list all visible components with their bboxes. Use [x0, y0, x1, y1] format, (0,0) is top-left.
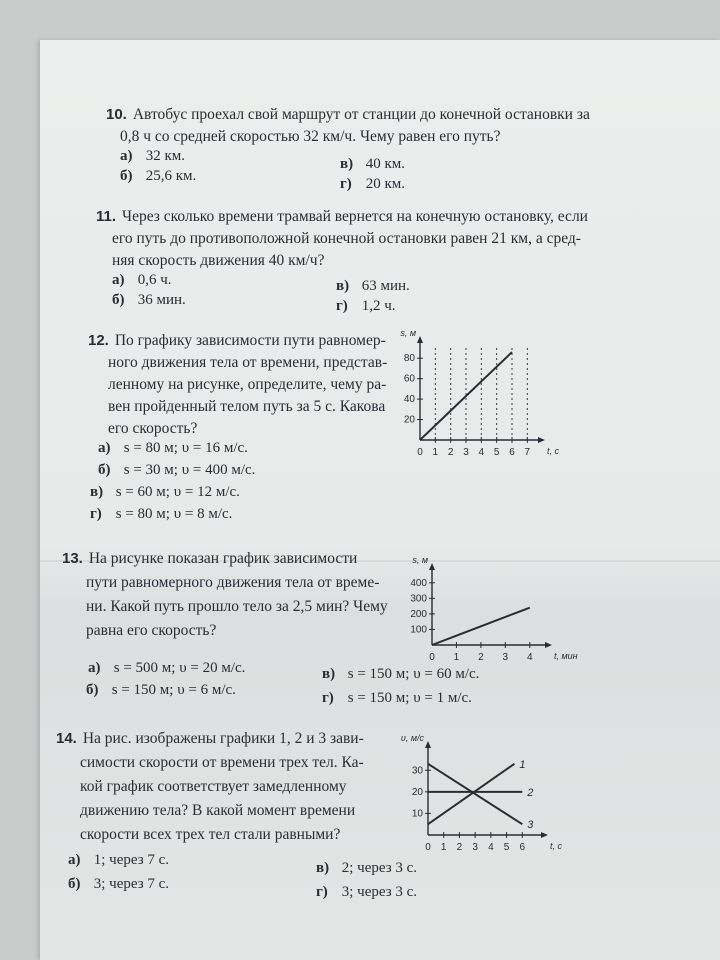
q13-number: 13. — [62, 550, 83, 567]
q12-chart-x-arrow — [538, 437, 545, 443]
q12-chart-x-tick-label: 4 — [478, 447, 485, 458]
q13-option-b[interactable] — [86, 682, 236, 699]
q10-option-v-letter: в) — [340, 156, 354, 172]
q13-option-g[interactable] — [322, 690, 472, 707]
q12-line-4: вен пройденный телом путь за 5 с. Какова — [108, 398, 386, 415]
q13-chart-y-tick-label: 300 — [410, 593, 427, 605]
q11-text-1: Через сколько времени трамвай вернется на конечную остановку, если — [122, 208, 588, 225]
q12-chart-x-tick-label: 5 — [493, 447, 500, 458]
q14-option-v[interactable] — [316, 860, 417, 877]
q14-line-3: кой график соответствует замедленному — [80, 778, 347, 795]
q12-chart-x-tick-label: 6 — [509, 447, 515, 458]
q13-option-g-text: s = 150 м; υ = 1 м/с. — [347, 690, 472, 706]
q14-line-5: скорости всех трех тел стали равными? — [80, 826, 341, 843]
q14-chart-x-tick-label: 6 — [519, 842, 526, 853]
q11-option-g-letter: г) — [336, 298, 348, 314]
q14-chart-y-axis-label: υ, м/с — [400, 733, 424, 743]
q12-option-g[interactable] — [90, 506, 232, 523]
q14-chart-series-label: 3 — [527, 819, 534, 832]
q14-chart-y-tick-label: 20 — [411, 786, 423, 798]
q14-chart-x-tick-label: 5 — [503, 842, 510, 853]
q14-option-a-letter: а) — [68, 852, 81, 868]
q10-text-1: Автобус проехал свой маршрут от станции до конечной остановки за — [132, 106, 590, 123]
q12-chart-y-tick-label: 40 — [403, 394, 415, 406]
q12-chart-x-tick-label: 3 — [463, 447, 469, 458]
q14-option-g-text: 3; через 3 с. — [341, 884, 418, 900]
q10-number: 10. — [106, 106, 127, 123]
q12-option-g-text: s = 80 м; υ = 8 м/с. — [115, 506, 233, 522]
q14-chart-x-arrow — [541, 832, 548, 838]
q14-option-v-text: 2; через 3 с. — [341, 860, 418, 876]
q12-chart-x-tick-label: 1 — [432, 447, 439, 458]
q13-chart-y-tick-label: 400 — [410, 577, 427, 589]
q12-line-3: ленному на рисунке, определите, чему ра- — [108, 376, 387, 393]
q14-chart-y-tick-label: 30 — [411, 765, 423, 777]
q12-line-1 — [88, 330, 386, 352]
q12-distance-time-graph — [390, 330, 560, 465]
q12-chart-y-tick-label: 20 — [403, 414, 415, 426]
q10-option-v[interactable] — [340, 156, 405, 173]
q14-chart-x-tick-label: 4 — [488, 842, 494, 853]
q14-chart-y-tick-label: 10 — [411, 808, 423, 820]
q12-line-5: его скорость? — [108, 420, 198, 437]
q11-option-b[interactable] — [112, 292, 186, 309]
q12-chart-y-tick-label: 60 — [403, 373, 415, 385]
q11-line-2: его путь до противоположной конечной остановки равен 21 км, а сред- — [112, 230, 581, 247]
q14-option-b[interactable] — [68, 876, 169, 893]
q13-line-4: равна его скорость? — [86, 622, 217, 639]
q14-option-b-text: 3; через 7 с. — [93, 876, 170, 892]
q12-option-g-letter: г) — [90, 506, 102, 522]
q10-option-g-text: 20 км. — [365, 176, 406, 192]
q11-option-g[interactable] — [336, 298, 396, 315]
q13-line-3: ни. Какой путь прошло тело за 2,5 мин? Чему — [86, 598, 388, 615]
q12-chart-x-tick-label: 2 — [447, 447, 454, 458]
q13-line-1 — [62, 548, 357, 570]
q12-chart-y-tick-label: 80 — [403, 353, 415, 365]
q14-line-1 — [56, 728, 364, 750]
q14-chart-x-tick-label: 1 — [440, 842, 447, 853]
q11-line-1 — [96, 206, 588, 228]
q13-chart-x-tick-label: 3 — [502, 652, 509, 663]
q14-chart-x-axis-label: t, с — [550, 841, 563, 851]
q13-distance-time-graph — [400, 545, 580, 665]
q10-option-b-text: 25,6 км. — [145, 168, 197, 184]
q14-chart-y-arrow — [425, 741, 431, 748]
q14-text-1: На рис. изображены графики 1, 2 и 3 зави- — [82, 730, 364, 747]
q13-chart-x-tick-label: 1 — [453, 652, 460, 663]
q12-option-b[interactable] — [98, 462, 255, 479]
q10-option-g-letter: г) — [340, 176, 352, 192]
q10-option-a-letter: а) — [120, 148, 133, 164]
q11-option-g-text: 1,2 ч. — [361, 298, 396, 314]
q10-line-2: 0,8 ч со средней скоростью 32 км/ч. Чему равен его путь? — [120, 128, 501, 145]
q10-option-b-letter: б) — [120, 168, 133, 184]
q10-line-1 — [106, 104, 590, 126]
q12-option-a-text: s = 80 м; υ = 16 м/с. — [123, 440, 248, 456]
q12-chart-series-line — [420, 352, 512, 440]
q14-option-a[interactable] — [68, 852, 169, 869]
q11-option-a-letter: а) — [112, 272, 125, 288]
q11-number: 11. — [96, 208, 117, 225]
q13-chart-x-axis-label: t, мин — [554, 651, 578, 661]
q14-option-g[interactable] — [316, 884, 417, 901]
q14-chart-series-label: 2 — [527, 786, 534, 799]
q11-option-v-letter: в) — [336, 278, 350, 294]
q12-option-v-letter: в) — [90, 484, 104, 500]
q13-option-b-letter: б) — [86, 682, 99, 698]
q13-chart-y-tick-label: 200 — [410, 608, 427, 620]
q10-option-b[interactable] — [120, 168, 196, 185]
q14-option-b-letter: б) — [68, 876, 81, 892]
q14-chart-x-tick-label: 3 — [472, 842, 478, 853]
q12-chart-x-tick-label: 7 — [524, 447, 531, 458]
q11-option-v-text: 63 мин. — [361, 278, 410, 294]
q13-text-1: На рисунке показан график зависимости — [88, 550, 358, 567]
q13-chart-y-axis-label: s, м — [412, 555, 428, 565]
q13-chart-x-arrow — [545, 642, 552, 648]
q13-option-v-letter: в) — [322, 666, 336, 682]
q13-chart-y-arrow — [429, 563, 435, 570]
q12-option-v[interactable] — [90, 484, 240, 501]
q11-option-b-letter: б) — [112, 292, 125, 308]
q14-option-a-text: 1; через 7 с. — [93, 852, 170, 868]
q10-option-g[interactable] — [340, 176, 405, 193]
q13-chart-series-line — [432, 608, 530, 645]
q11-option-b-text: 36 мин. — [137, 292, 186, 308]
q11-option-a-text: 0,6 ч. — [137, 272, 172, 288]
q12-number: 12. — [88, 332, 109, 349]
q14-option-v-letter: в) — [316, 860, 330, 876]
q13-option-v-text: s = 150 м; υ = 60 м/с. — [347, 666, 480, 682]
q14-chart-series-label: 1 — [519, 758, 526, 771]
q10-option-v-text: 40 км. — [365, 156, 406, 172]
q12-option-b-letter: б) — [98, 462, 111, 478]
q13-chart-x-tick-label: 4 — [526, 652, 533, 663]
q13-chart-y-tick-label: 100 — [410, 624, 427, 636]
q13-option-v[interactable] — [322, 666, 479, 683]
q13-option-a[interactable] — [88, 660, 245, 677]
q12-option-b-text: s = 30 м; υ = 400 м/с. — [123, 462, 256, 478]
q13-chart-x-tick-label: 0 — [429, 652, 435, 663]
q13-option-b-text: s = 150 м; υ = 6 м/с. — [111, 682, 236, 698]
q11-option-v[interactable] — [336, 278, 410, 295]
q12-text-1: По графику зависимости пути равномер- — [114, 332, 386, 349]
q10-option-a-text: 32 км. — [145, 148, 186, 164]
q12-option-v-text: s = 60 м; υ = 12 м/с. — [115, 484, 240, 500]
q14-option-g-letter: г) — [316, 884, 328, 900]
q11-line-3: няя скорость движения 40 км/ч? — [112, 252, 325, 269]
q14-number: 14. — [56, 730, 77, 747]
q12-chart-x-tick-label: 0 — [417, 447, 423, 458]
q11-option-a[interactable] — [112, 272, 172, 289]
q12-chart-x-axis-label: t, с — [547, 446, 560, 456]
q14-line-2: симости скорости от времени трех тел. Ка- — [80, 754, 364, 771]
q13-option-a-text: s = 500 м; υ = 20 м/с. — [113, 660, 246, 676]
q10-option-a[interactable] — [120, 148, 185, 165]
q13-chart-x-tick-label: 2 — [478, 652, 484, 663]
q13-line-2: пути равномерного движения тела от време- — [86, 574, 380, 591]
q13-option-a-letter: а) — [88, 660, 101, 676]
q12-option-a[interactable] — [98, 440, 248, 457]
q12-chart-y-axis-label: s, м — [400, 328, 416, 338]
q14-velocity-time-graph — [400, 733, 563, 855]
q12-option-a-letter: а) — [98, 440, 111, 456]
q14-line-4: движению тела? В какой момент времени — [80, 802, 356, 819]
q13-option-g-letter: г) — [322, 690, 334, 706]
q12-chart-y-arrow — [417, 336, 423, 343]
q12-line-2: ного движения тела от времени, представ- — [108, 354, 388, 371]
q14-chart-x-tick-label: 0 — [425, 842, 431, 853]
q14-chart-x-tick-label: 2 — [456, 842, 463, 853]
